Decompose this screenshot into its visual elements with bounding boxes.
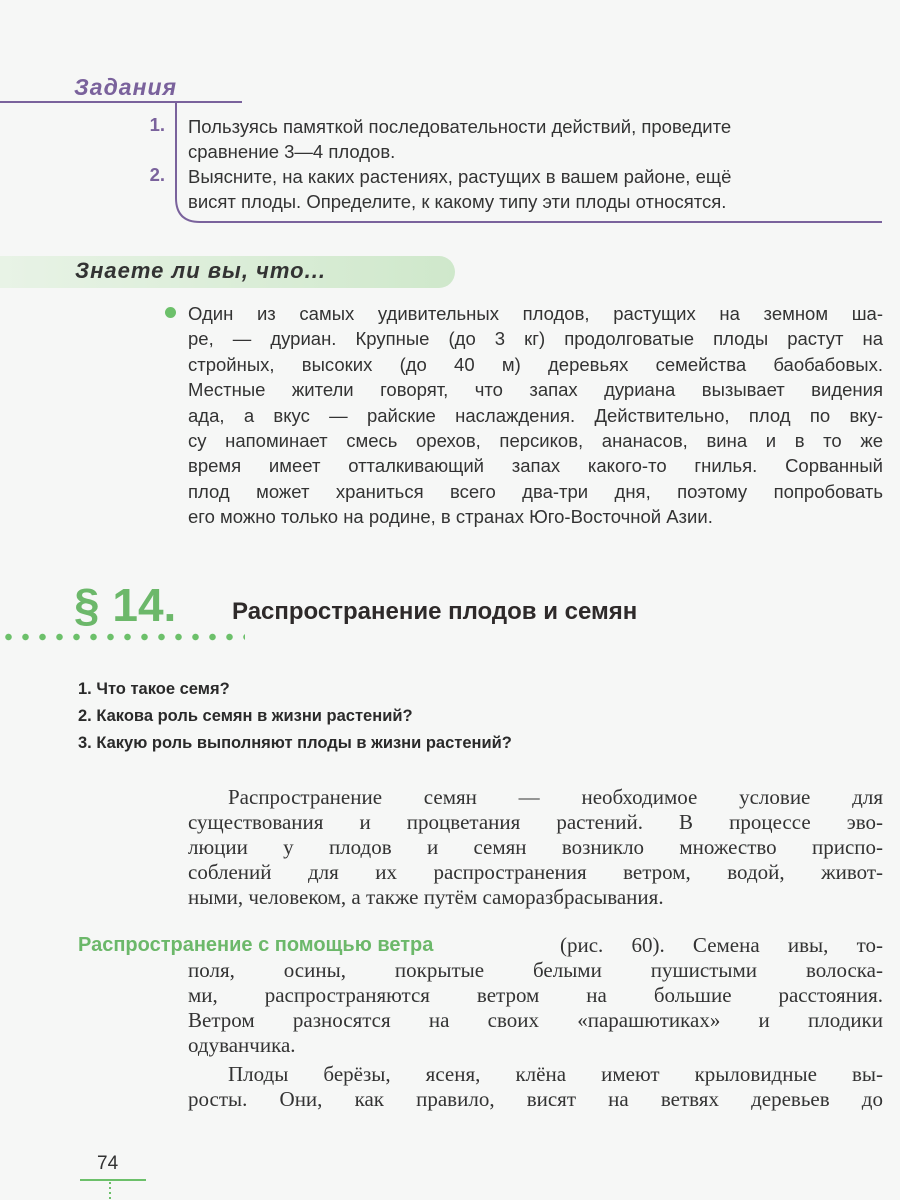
body-line: Распространение семян — необходимое условие для — [228, 785, 883, 809]
page-number: 74 — [97, 1153, 119, 1174]
question: 3. Какую роль выполняют плоды в жизни растений? — [78, 734, 512, 752]
page-number-rule — [0, 1170, 200, 1200]
body-line: Местные жители говорят, что запах дуриана вызывает видения — [188, 379, 883, 401]
body-line: росты. Они, как правило, висят на ветвях деревьев до — [188, 1087, 883, 1111]
body-line: су напоминает смесь орехов, персиков, ананасов, вина и в то же — [188, 430, 883, 451]
body-line: существования и процветания растений. В процессе эво- — [188, 810, 883, 834]
tasks-heading: Задания — [74, 74, 178, 100]
dotted-divider — [0, 633, 245, 641]
body-line: стройных, высоких (до 40 м) деревьях семейства баобабовых. — [188, 353, 883, 375]
question: 2. Какова роль семян в жизни растений? — [78, 707, 413, 725]
task-line: висят плоды. Определите, к какому типу эти плоды относятся. — [188, 191, 727, 212]
task-number: 2. — [149, 164, 165, 185]
know-heading: Знаете ли вы, что... — [75, 258, 326, 283]
task-line: Выясните, на каких растениях, растущих в вашем районе, ещё — [188, 166, 732, 187]
body-line: Ветром разносятся на своих «парашютиках» и плодики — [188, 1008, 883, 1032]
body-line: ными, человеком, а также путём саморазбрасывания. — [188, 885, 664, 909]
bullet-icon — [165, 307, 176, 318]
body-line: его можно только на родине, в странах Юго-Восточной Азии. — [188, 506, 713, 528]
body-line: люции у плодов и семян возникло множество приспо- — [188, 835, 883, 859]
body-line: время имеет отталкивающий запах какого-то гнилья. Сорванный — [188, 455, 883, 477]
body-line: Один из самых удивительных плодов, растущих на земном ша- — [188, 303, 883, 324]
body-line: Плоды берёзы, ясеня, клёна имеют крыловидные вы- — [228, 1062, 883, 1086]
section-title: Распространение плодов и семян — [232, 598, 638, 625]
section-number: § 14. — [74, 579, 177, 631]
body-line: ада, а вкус — райские наслаждения. Действительно, плод по вку- — [188, 404, 883, 426]
wind-heading: Распространение с помощью ветра — [78, 934, 434, 956]
body-line: плод может храниться всего два-три дня, поэтому попробовать — [188, 480, 883, 502]
body-line: соблений для их распространения ветром, водой, живот- — [188, 860, 883, 884]
task-line: сравнение 3—4 плодов. — [188, 141, 396, 162]
body-line: поля, осины, покрытые белыми пушистыми волоска- — [188, 958, 883, 982]
body-line: ми, распространяются ветром на большие расстояния. — [188, 983, 883, 1007]
body-line: ре, — дуриан. Крупные (до 3 кг) продолговатые плоды растут на — [188, 328, 883, 350]
task-number: 1. — [149, 114, 165, 135]
task-line: Пользуясь памяткой последовательности действий, проведите — [188, 116, 732, 137]
body-line: одуванчика. — [188, 1033, 296, 1057]
body-line: (рис. 60). Семена ивы, то- — [560, 933, 883, 957]
question: 1. Что такое семя? — [78, 680, 230, 698]
